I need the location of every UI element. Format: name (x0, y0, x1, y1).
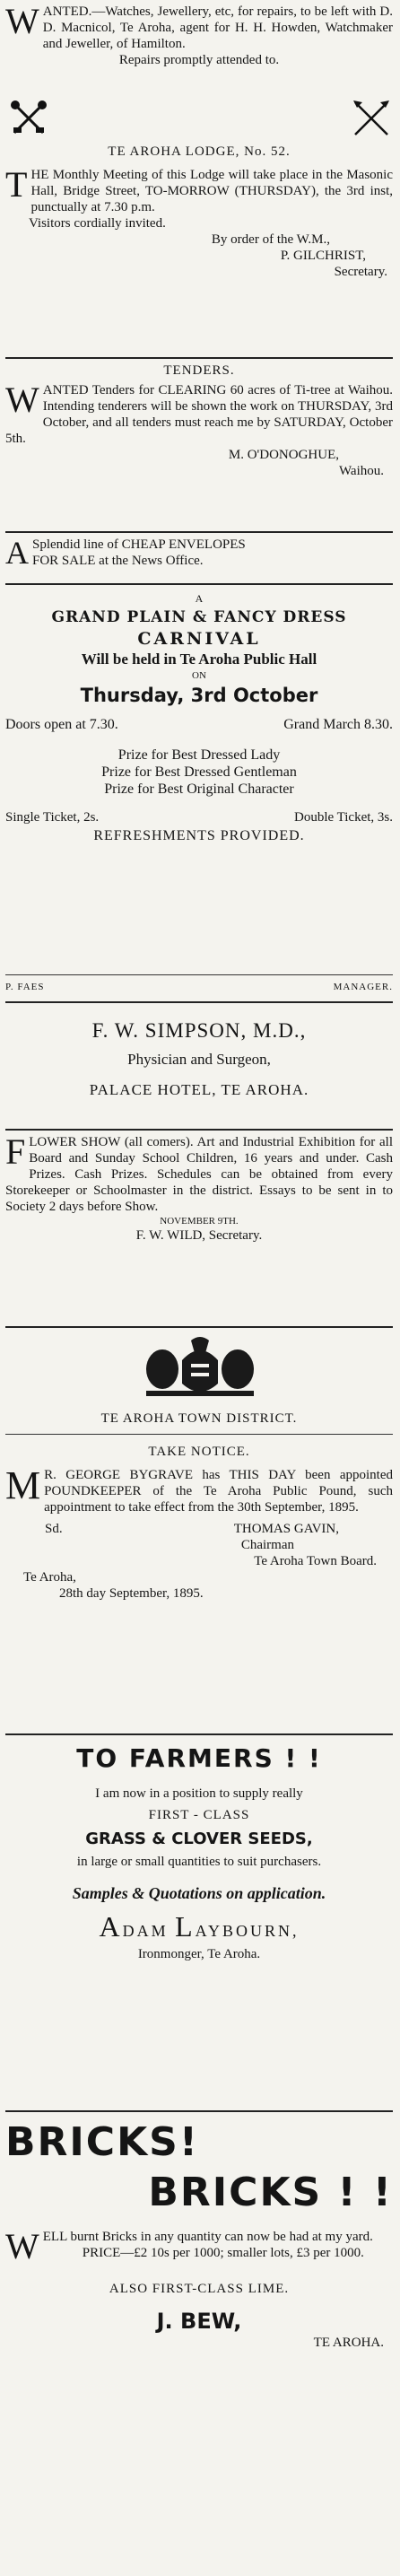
march-time: Grand March 8.30. (283, 717, 393, 732)
bricks-title-1: BRICKS! (5, 2119, 199, 2165)
watch-repairs-ad (5, 4, 393, 68)
seller-name: ADAM LAYBOURN, (99, 1910, 300, 1943)
repairs-line: Repairs promptly attended to. (118, 53, 280, 67)
tenders-place: Waihou. (338, 464, 384, 478)
seller-trade: Ironmonger, Te Aroha. (137, 1947, 261, 1961)
flower-show-signer: F. W. WILD, Secretary. (135, 1228, 263, 1243)
bricks-place: TE AROHA. (313, 2336, 384, 2350)
divider (5, 974, 393, 975)
tenders-ad (5, 362, 393, 479)
lodge-text: THE Monthly Meeting of this Lodge will take place in the Masonic Hall, Bridge Street, TO-MORROW (THURSDAY), the 3rd inst, punctually at 7.30 p.m. (5, 164, 393, 214)
doctor-ad (5, 1017, 393, 1100)
town-district-ad (5, 1410, 393, 1602)
tenders-signer: M. O'DONOGHUE, (228, 448, 339, 462)
town-place: Te Aroha, (23, 1570, 76, 1585)
take-notice: TAKE NOTICE. (148, 1445, 250, 1459)
doctor-profession: Physician and Surgeon, (127, 1051, 271, 1068)
flower-show-ad (5, 1134, 393, 1244)
divider (5, 531, 393, 533)
lodge-title: TE AROHA LODGE, No. 52. (108, 144, 291, 159)
carnival-a: A (195, 592, 204, 605)
manager-role: MANAGER. (333, 982, 393, 992)
bricks-price: PRICE—£2 10s per 1000; smaller lots, £3 per 1000. (82, 2246, 364, 2260)
divider (5, 1326, 393, 1328)
samples-line: Samples & Quotations on application. (72, 1884, 326, 1902)
doctor-name: F. W. SIMPSON, M.D., (91, 1019, 307, 1042)
carnival-ad (5, 590, 393, 846)
bricks-ad (5, 2118, 393, 2351)
tenders-text: WANTED Tenders for CLEARING 60 acres of Ti-tree at Waihou. Intending tenderers will be shown the work on THURSDAY, 3rd October, and all tenders must reach me by SATURDAY, October 5th. (5, 380, 393, 446)
drop-cap: W (5, 4, 39, 41)
divider (5, 2110, 393, 2112)
divider (5, 583, 393, 585)
carnival-title-2: CARNIVAL (137, 629, 261, 649)
watch-repairs-text: WANTED.—Watches, Jewellery, etc, for repairs, to be left with D. D. Macnicol, Te Aroha, agent for H. H. Howden, Watchmaker and Jeweller, of Hamilton. (5, 4, 393, 51)
tenders-heading: TENDERS. (163, 363, 235, 378)
sd-label: Sd. (45, 1522, 63, 1536)
farmers-line-2: FIRST - CLASS (148, 1808, 250, 1822)
lodge-ad (5, 144, 393, 280)
refreshments: REFRESHMENTS PROVIDED. (93, 828, 305, 843)
poundkeeper-text: M R. GEORGE BYGRAVE has THIS DAY been appointed POUNDKEEPER of the Te Aroha Public Pound, such appointment to take effect from the 30th September, 1895. (5, 1463, 393, 1515)
divider (5, 1129, 393, 1131)
carnival-on: ON (192, 670, 206, 681)
lodge-order: By order of the W.M., (211, 232, 330, 247)
bricks-seller: J. BEW, (156, 2309, 242, 2334)
carnival-title-1: GRAND PLAIN & FANCY DRESS (51, 608, 347, 626)
farmers-line-4: in large or small quantities to suit purchasers. (76, 1855, 322, 1869)
farmers-ad (5, 1741, 393, 1962)
coat-of-arms-icon (119, 1333, 281, 1406)
farmers-title: TO FARMERS ! ! (76, 1743, 322, 1773)
envelopes-text: A Splendid line of CHEAP ENVELOPES FOR SALE at the News Office. (5, 537, 246, 569)
visitors-line: Visitors cordially invited. (29, 216, 166, 231)
town-date: 28th day September, 1895. (59, 1586, 204, 1601)
lime-line: ALSO FIRST-CLASS LIME. (109, 2282, 290, 2296)
bricks-text: WELL burnt Bricks in any quantity can now be had at my yard. (5, 2226, 373, 2266)
manager-name: P. FAES (5, 982, 45, 992)
divider (5, 357, 393, 359)
farmers-line-3: GRASS & CLOVER SEEDS, (85, 1829, 313, 1848)
flower-show-text: FLOWER SHOW (all comers). Art and Industrial Exhibition for all Board and Sunday School Children, 16 years and under. Cash Prizes. Cash Prizes. Schedules can be obtained from every Storekeeper or Schoolmaster in the district. Essays to be sent in to Society 2 days before Show. (5, 1134, 393, 1214)
lodge-signer: P. GILCHRIST, (280, 249, 366, 263)
bricks-title-2: BRICKS ! ! (148, 2170, 393, 2215)
drop-cap: M (5, 1463, 41, 1507)
town-signer: THOMAS GAVIN, (233, 1522, 339, 1536)
divider (5, 1434, 393, 1435)
lodge-role: Secretary. (334, 265, 387, 279)
crossed-keys-icon (9, 99, 48, 141)
drop-cap: A (5, 537, 29, 569)
drop-cap: F (5, 1134, 26, 1172)
town-role: Chairman (240, 1538, 294, 1552)
town-board: Te Aroha Town Board. (254, 1554, 377, 1568)
drop-cap: W (5, 2226, 39, 2266)
crossed-pens-icon (352, 99, 391, 141)
carnival-venue: Will be held in Te Aroha Public Hall (81, 651, 317, 668)
carnival-times (5, 716, 393, 734)
prize-character: Prize for Best Original Character (104, 782, 294, 797)
drop-cap: T (5, 164, 28, 205)
prize-lady: Prize for Best Dressed Lady (117, 747, 281, 763)
divider (5, 1001, 393, 1003)
carnival-manager (5, 980, 393, 994)
divider (5, 1733, 393, 1735)
flower-show-date: NOVEMBER 9TH. (160, 1216, 239, 1227)
single-ticket: Single Ticket, 2s. (5, 810, 100, 825)
doctor-address: PALACE HOTEL, TE AROHA. (89, 1081, 309, 1098)
town-district-title: TE AROHA TOWN DISTRICT. (100, 1411, 298, 1426)
carnival-date: Thursday, 3rd October (80, 685, 318, 706)
double-ticket: Double Ticket, 3s. (293, 810, 393, 825)
doors-time: Doors open at 7.30. (5, 717, 118, 732)
ticket-prices (5, 808, 393, 826)
envelopes-ad (5, 537, 393, 569)
drop-cap: W (5, 380, 39, 420)
prize-gentleman: Prize for Best Dressed Gentleman (101, 764, 297, 780)
farmers-line-1: I am now in a position to supply really (95, 1786, 303, 1801)
